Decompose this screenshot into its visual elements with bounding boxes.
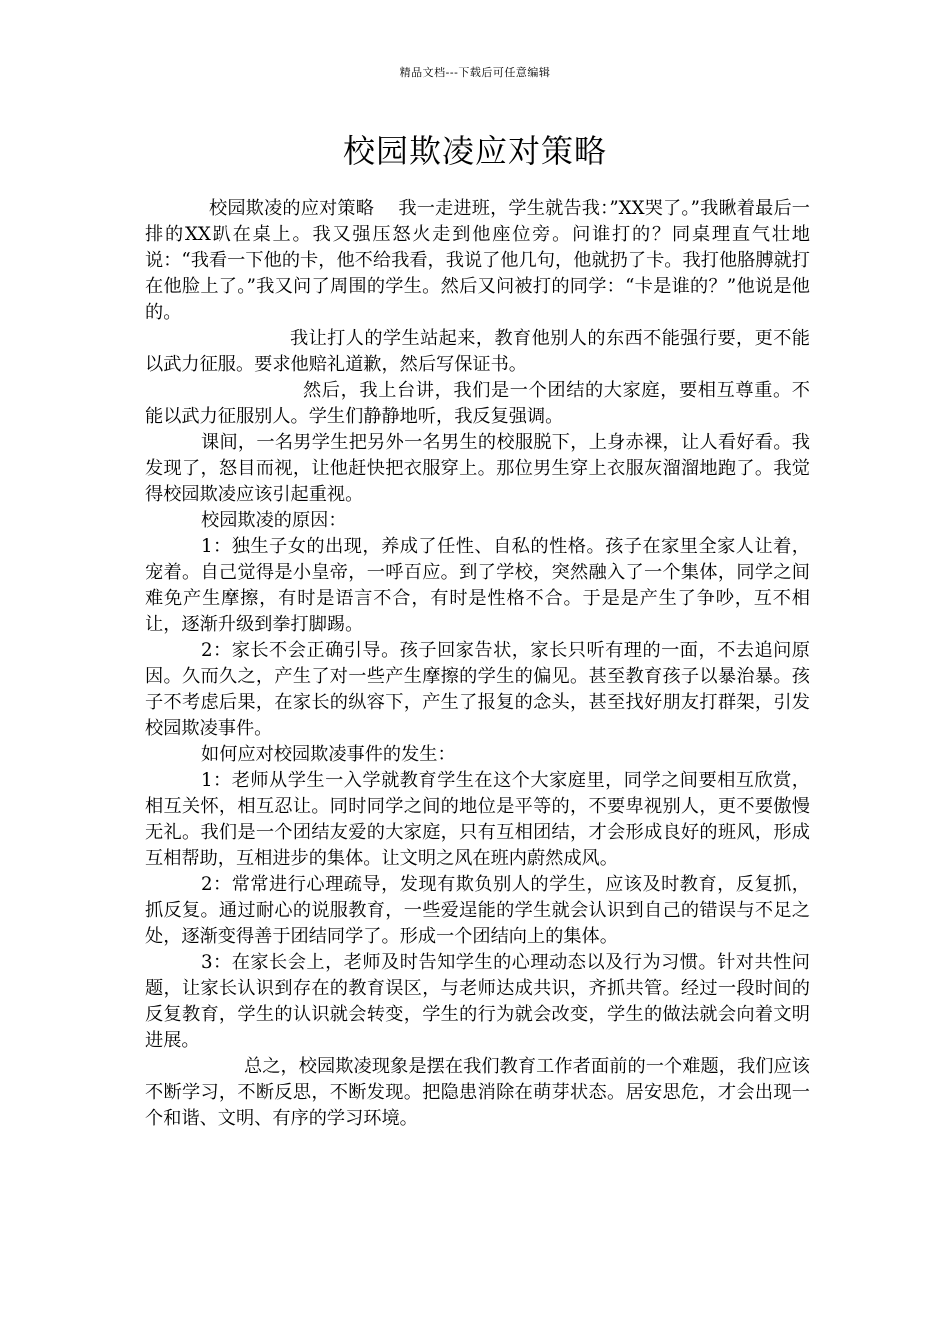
heading-responses: 如何应对校园欺凌事件的发生： xyxy=(201,744,456,765)
heading-causes: 校园欺凌的原因： xyxy=(201,510,347,531)
paragraph-response-3: 3：在家长会上，老师及时告知学生的心理动态以及行为习惯。针对共性问题，让家长认识到存在的教育误区，与老师达成共识，齐抓共管。经过一段时间的反复教育，学生的认识就会转变，学生的行为就会改变，学生的做法就会向着文明进展。 xyxy=(145,952,810,1051)
paragraph-break-incident: 课间，一名男学生把另外一名男生的校服脱下，上身赤裸，让人看好看。我发现了，怒目而视，让他赶快把衣服穿上。那位男生穿上衣服灰溜溜地跑了。我觉得校园欺凌应该引起重视。 xyxy=(145,432,810,505)
paragraph-conclusion: 总之，校园欺凌现象是摆在我们教育工作者面前的一个难题，我们应该不断学习，不断反思，不断发现。把隐患消除在萌芽状态。居安思危，才会出现一个和谐、文明、有序的学习环境。 xyxy=(145,1056,810,1129)
document-body xyxy=(145,196,810,1132)
paragraph-cause-1: 1：独生子女的出现，养成了任性、自私的性格。孩子在家里全家人让着，宠着。自己觉得是小皇帝，一呼百应。到了学校，突然融入了一个集体，同学之间难免产生摩擦，有时是语言不合，有时是性格不合。于是是产生了争吵，互不相让，逐渐升级到拳打脚踢。 xyxy=(145,536,810,635)
paragraph-class-talk: 然后，我上台讲，我们是一个团结的大家庭，要相互尊重。不能以武力征服别人。学生们静静地听，我反复强调。 xyxy=(145,380,810,427)
page-header: 精品文档---下载后可任意编辑 xyxy=(399,66,551,79)
paragraph-cause-2: 2：家长不会正确引导。孩子回家告状，家长只听有理的一面，不去追问原因。久而久之，产生了对一些产生摩擦的学生的偏见。甚至教育孩子以暴治暴。孩子不考虑后果，在家长的纵容下，产生了报复的念头，甚至找好朋友打群架，引发校园欺凌事件。 xyxy=(145,640,810,739)
paragraph-response-1: 1：老师从学生一入学就教育学生在这个大家庭里，同学之间要相互欣赏，相互关怀，相互忍让。同时同学之间的地位是平等的，不要卑视别人，更不要傲慢无礼。我们是一个团结友爱的大家庭，只有互相团结，才会形成良好的班风，形成互相帮助，互相进步的集体。让文明之风在班内蔚然成风。 xyxy=(145,770,810,869)
paragraph-education: 我让打人的学生站起来，教育他别人的东西不能强行要，更不能以武力征服。要求他赔礼道歉，然后写保证书。 xyxy=(145,328,810,375)
paragraph-response-2: 2：常常进行心理疏导，发现有欺负别人的学生，应该及时教育，反复抓，抓反复。通过耐心的说服教育，一些爱逞能的学生就会认识到自己的错误与不足之处，逐渐变得善于团结同学了。形成一个团结向上的集体。 xyxy=(145,874,810,947)
document-title: 校园欺凌应对策略 xyxy=(342,132,607,170)
paragraph-intro: 校园欺凌的应对策略 我一走进班，学生就告我：”XX哭了。”我瞅着最后一排的XX趴在桌上。我又强压怒火走到他座位旁。问谁打的？同桌理直气壮地说：“我看一下他的卡，他不给我看，我说了他几句，他就扔了卡。我打他胳膊就打在他脸上了。”我又问了周围的学生。然后又问被打的同学：“卡是谁的？”他说是他的。 xyxy=(145,198,810,323)
